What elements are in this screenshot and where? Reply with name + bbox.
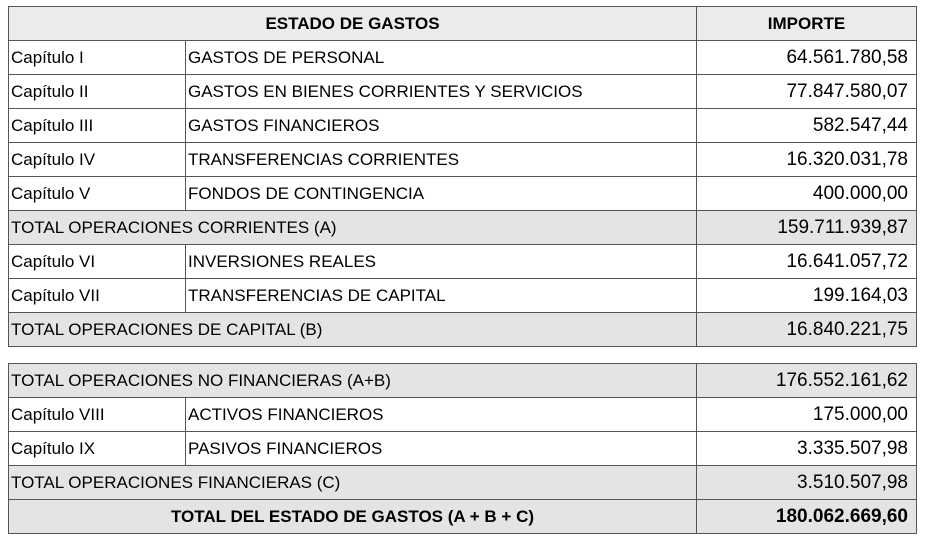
total-row-ab — [9, 364, 917, 398]
description-cell: TRANSFERENCIAS DE CAPITAL — [186, 279, 697, 313]
description-cell: FONDOS DE CONTINGENCIA — [186, 177, 697, 211]
table-row — [9, 432, 917, 466]
grand-total-label: TOTAL DEL ESTADO DE GASTOS (A + B + C) — [9, 500, 697, 534]
description-cell: PASIVOS FINANCIEROS — [186, 432, 697, 466]
table-row — [9, 398, 917, 432]
total-label: TOTAL OPERACIONES FINANCIERAS (C) — [9, 466, 697, 500]
table-row — [9, 177, 917, 211]
total-amount: 159.711.939,87 — [697, 211, 917, 245]
table-row — [9, 75, 917, 109]
amount-cell: 199.164,03 — [697, 279, 917, 313]
chapter-cell: Capítulo I — [9, 41, 186, 75]
total-amount: 176.552.161,62 — [697, 364, 917, 398]
expense-table-upper — [8, 6, 917, 347]
amount-cell: 64.561.780,58 — [697, 41, 917, 75]
amount-cell: 77.847.580,07 — [697, 75, 917, 109]
total-amount: 16.840.221,75 — [697, 313, 917, 347]
chapter-cell: Capítulo VIII — [9, 398, 186, 432]
amount-cell: 16.320.031,78 — [697, 143, 917, 177]
amount-cell: 16.641.057,72 — [697, 245, 917, 279]
chapter-cell: Capítulo VI — [9, 245, 186, 279]
table-row — [9, 41, 917, 75]
grand-total-row — [9, 500, 917, 534]
total-amount: 3.510.507,98 — [697, 466, 917, 500]
table-row — [9, 143, 917, 177]
total-label: TOTAL OPERACIONES DE CAPITAL (B) — [9, 313, 697, 347]
chapter-cell: Capítulo IV — [9, 143, 186, 177]
grand-total-amount: 180.062.669,60 — [697, 500, 917, 534]
amount-cell: 582.547,44 — [697, 109, 917, 143]
description-cell: GASTOS FINANCIEROS — [186, 109, 697, 143]
amount-cell: 175.000,00 — [697, 398, 917, 432]
total-label: TOTAL OPERACIONES CORRIENTES (A) — [9, 211, 697, 245]
total-label: TOTAL OPERACIONES NO FINANCIERAS (A+B) — [9, 364, 697, 398]
chapter-cell: Capítulo VII — [9, 279, 186, 313]
chapter-cell: Capítulo III — [9, 109, 186, 143]
total-row-c — [9, 466, 917, 500]
table-header-row — [9, 7, 917, 41]
description-cell: TRANSFERENCIAS CORRIENTES — [186, 143, 697, 177]
table-row — [9, 245, 917, 279]
chapter-cell: Capítulo V — [9, 177, 186, 211]
amount-cell: 3.335.507,98 — [697, 432, 917, 466]
chapter-cell: Capítulo II — [9, 75, 186, 109]
description-cell: GASTOS DE PERSONAL — [186, 41, 697, 75]
expense-table-lower — [8, 363, 917, 534]
total-row-b — [9, 313, 917, 347]
table-row — [9, 109, 917, 143]
table-row — [9, 279, 917, 313]
total-row-a — [9, 211, 917, 245]
amount-cell: 400.000,00 — [697, 177, 917, 211]
header-amount: IMPORTE — [697, 7, 917, 41]
description-cell: ACTIVOS FINANCIEROS — [186, 398, 697, 432]
chapter-cell: Capítulo IX — [9, 432, 186, 466]
header-title: ESTADO DE GASTOS — [9, 7, 697, 41]
description-cell: INVERSIONES REALES — [186, 245, 697, 279]
description-cell: GASTOS EN BIENES CORRIENTES Y SERVICIOS — [186, 75, 697, 109]
